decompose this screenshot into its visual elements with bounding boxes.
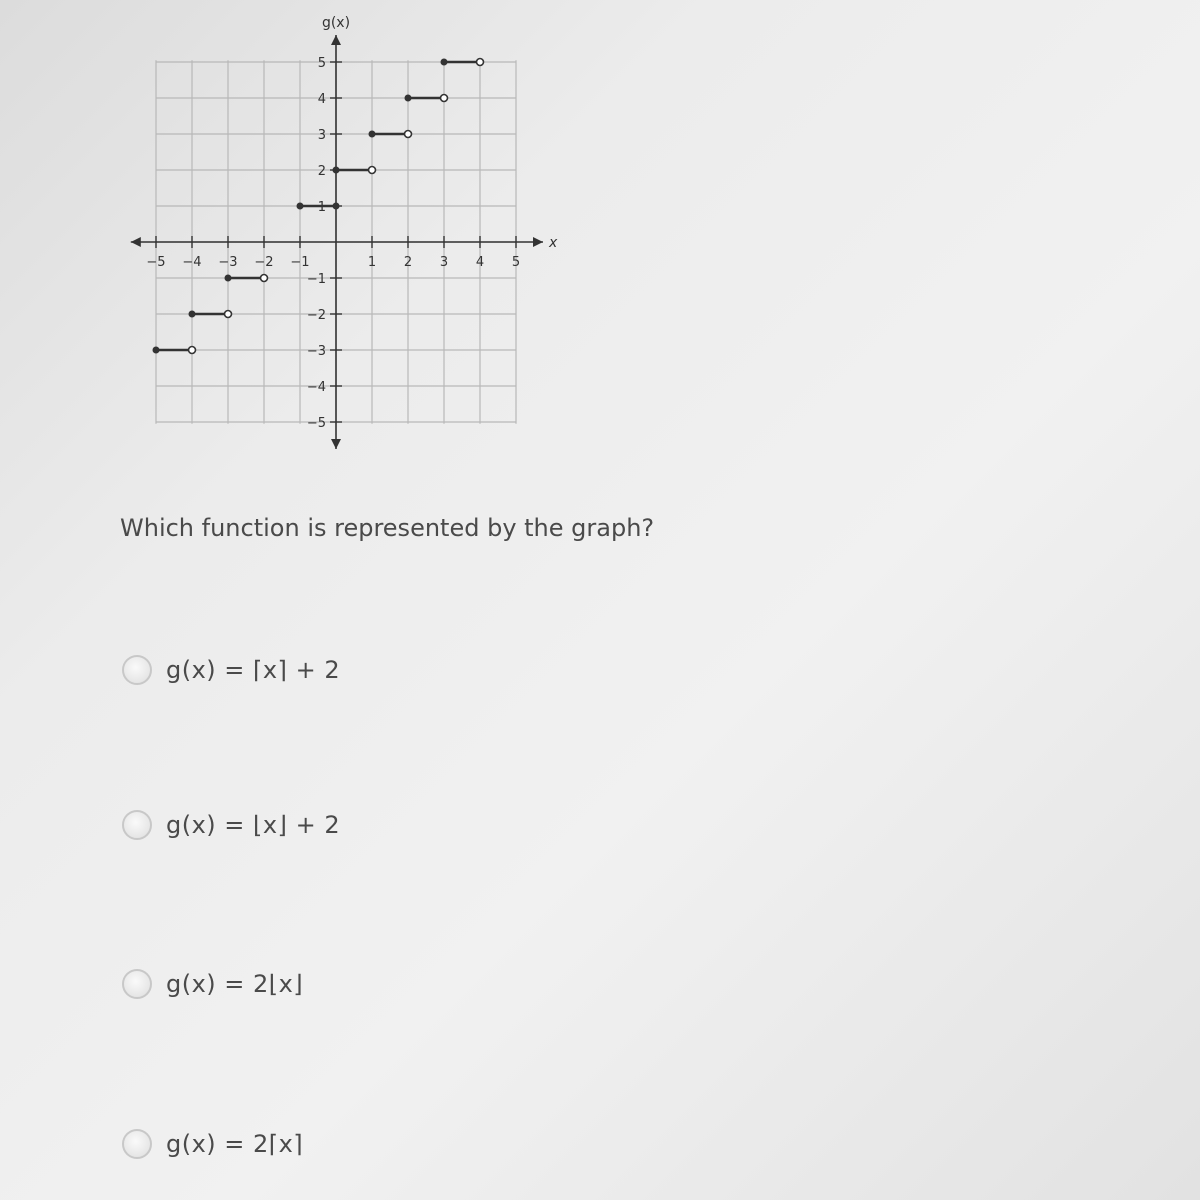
x-tick-label: 5: [511, 255, 521, 270]
x-tick-label: −4: [182, 255, 202, 270]
question-text: Which function is represented by the graph?: [120, 514, 655, 542]
x-axis-arrow-right: [533, 237, 543, 247]
y-tick-label: −5: [306, 416, 326, 431]
x-tick-label: −1: [290, 255, 310, 270]
y-tick-label: 2: [317, 164, 326, 179]
option-label: g(x) = ⌈x⌉ + 2: [166, 656, 341, 684]
step-function-graph: [120, 10, 570, 460]
y-axis-arrow-down: [331, 439, 341, 449]
x-axis-arrow-left: [131, 237, 141, 247]
option-floor-plus-2[interactable]: [122, 807, 340, 843]
option-two-floor[interactable]: [122, 966, 303, 1002]
radio-button[interactable]: [122, 1129, 152, 1159]
closed-endpoint: [153, 347, 160, 354]
radio-button[interactable]: [122, 655, 152, 685]
option-two-ceiling[interactable]: [122, 1126, 303, 1162]
x-tick-label: 4: [475, 255, 485, 270]
closed-endpoint: [297, 203, 304, 210]
radio-button[interactable]: [122, 969, 152, 999]
option-label: g(x) = 2⌊x⌋: [166, 970, 304, 998]
x-tick-label: −5: [146, 255, 166, 270]
open-endpoint: [477, 59, 484, 66]
x-tick-label: 1: [367, 255, 377, 270]
x-tick-label: −2: [254, 255, 274, 270]
open-endpoint: [189, 347, 196, 354]
open-endpoint: [405, 131, 412, 138]
open-endpoint: [225, 311, 232, 318]
closed-endpoint: [441, 59, 448, 66]
closed-endpoint: [333, 167, 340, 174]
open-endpoint: [261, 275, 268, 282]
closed-endpoint: [189, 311, 196, 318]
option-label: g(x) = 2⌈x⌉: [166, 1130, 304, 1158]
x-tick-label: 2: [403, 255, 413, 270]
y-tick-label: −3: [306, 344, 326, 359]
x-tick-label: 3: [439, 255, 449, 270]
y-tick-label: −1: [306, 272, 326, 287]
y-axis-title: g(x): [321, 15, 351, 31]
closed-endpoint: [333, 203, 340, 210]
y-tick-label: −4: [306, 380, 326, 395]
y-tick-label: 4: [317, 92, 326, 107]
y-tick-label: −2: [306, 308, 326, 323]
y-tick-label: 5: [317, 56, 326, 71]
option-label: g(x) = ⌊x⌋ + 2: [166, 811, 341, 839]
open-endpoint: [369, 167, 376, 174]
y-tick-label: 3: [317, 128, 326, 143]
x-tick-label: −3: [218, 255, 238, 270]
closed-endpoint: [369, 131, 376, 138]
closed-endpoint: [225, 275, 232, 282]
y-tick-label: 1: [317, 200, 326, 215]
graph-svg: [120, 10, 570, 460]
open-endpoint: [441, 95, 448, 102]
closed-endpoint: [405, 95, 412, 102]
option-ceiling-plus-2[interactable]: [122, 652, 340, 688]
radio-button[interactable]: [122, 810, 152, 840]
y-axis-arrow-up: [331, 35, 341, 45]
x-axis-title: x: [549, 235, 558, 251]
